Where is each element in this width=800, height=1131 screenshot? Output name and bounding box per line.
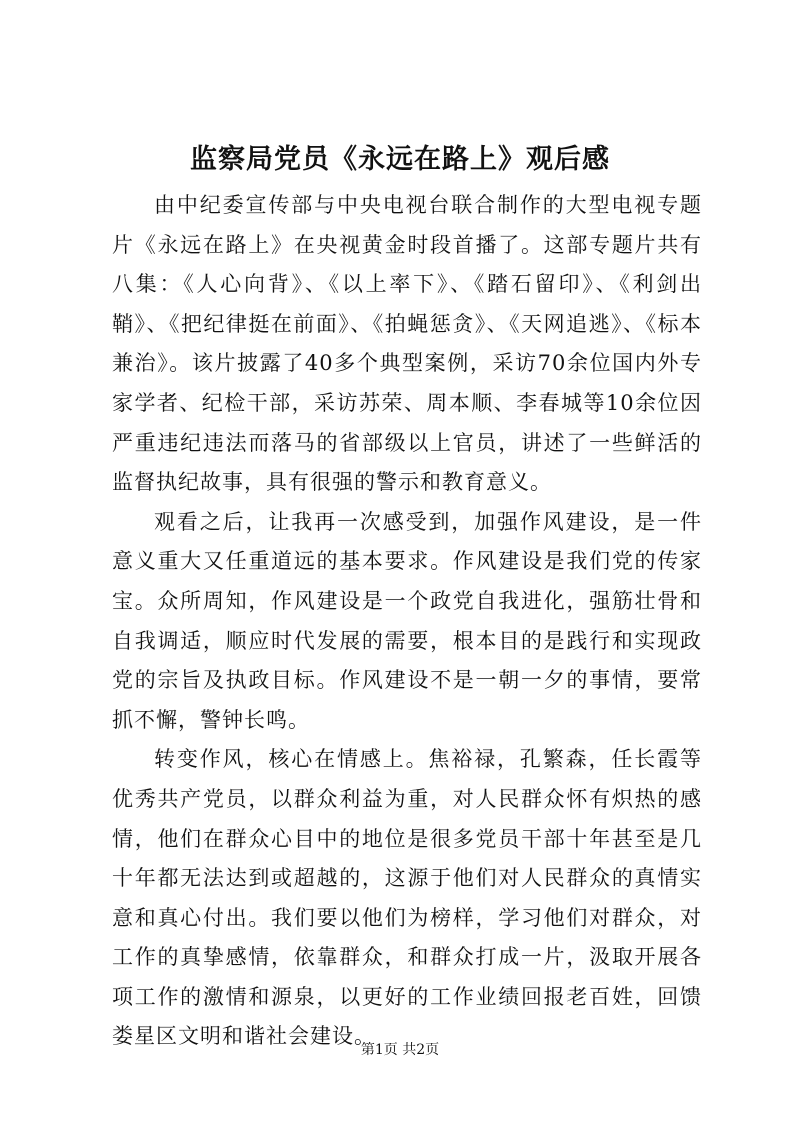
paragraph-1: 由中纪委宣传部与中央电视台联合制作的大型电视专题片《永远在路上》在央视黄金时段首播了。这部专题片共有八集：《人心向背》、《以上率下》、《踏石留印》、《利剑出鞘》、《把纪律挺在前面》、《拍蝇惩贪》、《天网追逃》、《标本兼治》。该片披露了40多个典型案例，采访70余位国内外专家学者、纪检干部，采访苏荣、周本顺、李春城等10余位因严重违纪违法而落马的省部级以上官员，讲述了一些鲜活的监督执纪故事，具有很强的警示和教育意义。 — [112, 193, 702, 495]
paragraph-2: 观看之后，让我再一次感受到，加强作风建设，是一件意义重大又任重道远的基本要求。作风建设是我们党的传家宝。众所周知，作风建设是一个政党自我进化，强筋壮骨和自我调适，顺应时代发展的需要，根本目的是践行和实现政党的宗旨及执政目标。作风建设不是一朝一夕的事情，要常抓不懈，警钟长鸣。 — [112, 509, 702, 732]
paragraph-3: 转变作风，核心在情感上。焦裕禄，孔繁森，任长霞等优秀共产党员，以群众利益为重，对人民群众怀有炽热的感情，他们在群众心目中的地位是很多党员干部十年甚至是几十年都无法达到或超越的，这源于他们对人民群众的真情实意和真心付出。我们要以他们为榜样，学习他们对群众，对工作的真挚感情，依靠群众，和群众打成一片，汲取开展各项工作的激情和源泉，以更好的工作业绩回报老百姓，回馈娄星区文明和谐社会建设。 — [112, 747, 702, 1049]
page-title: 监察局党员《永远在路上》观后感 — [190, 144, 610, 175]
page-footer: 第1页 共2页 — [360, 1042, 440, 1058]
body-text — [112, 186, 702, 1057]
